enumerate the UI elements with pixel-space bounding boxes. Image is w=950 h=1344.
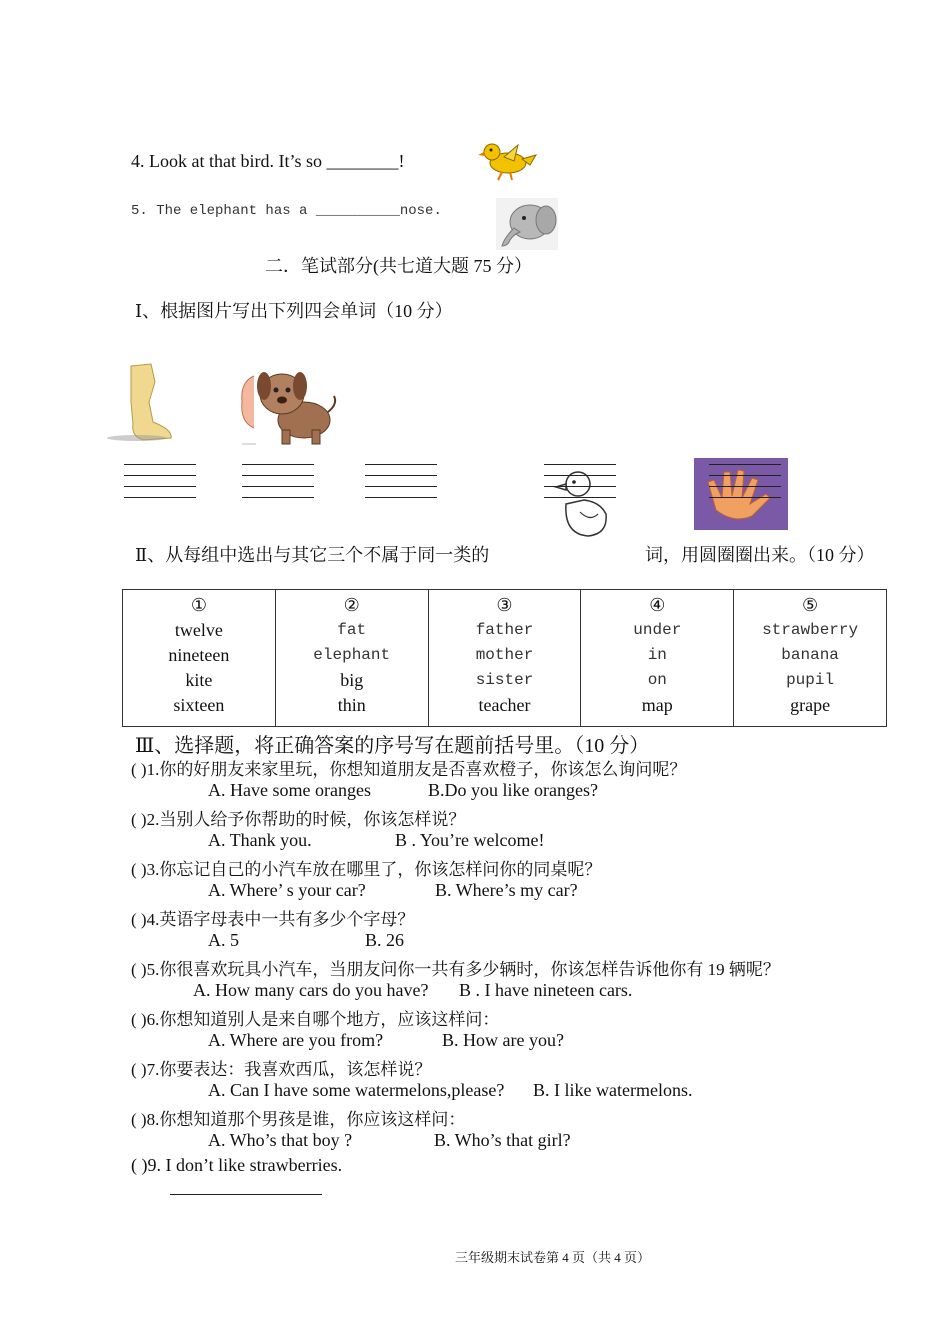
question-9: ( )9. I don’t like strawberries. <box>131 1155 343 1175</box>
page-footer: 三年级期末试卷第 4 页（共 4 页） <box>455 1250 651 1265</box>
group-number: ⑤ <box>802 595 819 615</box>
word-option[interactable]: banana <box>781 646 839 664</box>
part3-title: Ⅲ、选择题，将正确答案的序号写在题前括号里。（10 分） <box>135 735 650 757</box>
question-3: ( )3.你忘记自己的小汽车放在哪里了，你该怎样问你的同桌呢？ <box>131 860 602 879</box>
word-option[interactable]: fat <box>337 621 367 639</box>
leg-icon <box>103 362 175 444</box>
question-6: ( )6.你想知道别人是来自哪个地方，应该这样问： <box>131 1010 500 1029</box>
question-7: ( )7.你要表达：我喜欢西瓜，该怎样说？ <box>131 1060 432 1079</box>
word-option[interactable]: grape <box>790 695 831 715</box>
q7-option-a[interactable]: A. Can I have some watermelons,please? <box>208 1080 505 1100</box>
word-option[interactable]: nineteen <box>168 645 230 665</box>
answer-line[interactable] <box>170 1194 322 1195</box>
word-option[interactable]: twelve <box>174 620 223 640</box>
q1-option-a[interactable]: A. Have some oranges <box>208 780 371 800</box>
word-option[interactable]: sixteen <box>173 695 225 715</box>
group-4 <box>581 590 734 727</box>
word-option[interactable]: big <box>340 670 364 690</box>
question-4: ( )4.英语字母表中一共有多少个字母？ <box>131 910 415 929</box>
word-option[interactable]: sister <box>475 671 534 689</box>
q2-option-b[interactable]: B . You’re welcome! <box>395 830 545 850</box>
group-3 <box>428 590 581 727</box>
q6-option-a[interactable]: A. Where are you from? <box>208 1030 384 1050</box>
word-option[interactable]: mother <box>475 646 534 664</box>
part1-title: Ⅰ、根据图片写出下列四会单词（10 分） <box>135 301 453 321</box>
part2-title-a: Ⅱ、从每组中选出与其它三个不属于同一类的 <box>135 545 490 565</box>
q4-option-b[interactable]: B. 26 <box>365 930 405 950</box>
listening-q5: 5. The elephant has a __________nose. <box>131 203 442 219</box>
word-option[interactable]: elephant <box>313 646 391 664</box>
word-option[interactable]: thin <box>337 695 366 715</box>
question-8: ( )8.你想知道那个男孩是谁，你应该这样问： <box>131 1110 466 1129</box>
part2-title-b: 词，用圆圈圈出来。（10 分） <box>645 545 875 565</box>
q4-option-a[interactable]: A. 5 <box>208 930 239 950</box>
word-option[interactable]: father <box>475 621 534 639</box>
q6-option-b[interactable]: B. How are you? <box>442 1030 564 1050</box>
group-number: ③ <box>496 595 513 615</box>
word-groups-table <box>122 589 887 727</box>
word-option[interactable]: teacher <box>478 695 531 715</box>
q7-option-b[interactable]: B. I like watermelons. <box>533 1080 693 1100</box>
question-5: ( )5.你很喜欢玩具小汽车，当朋友问你一共有多少辆时，你该怎样告诉他你有 19 辆呢？ <box>131 960 780 979</box>
question-1: ( )1.你的好朋友来家里玩，你想知道朋友是否喜欢橙子，你该怎么询问呢？ <box>131 760 687 779</box>
q5-option-b[interactable]: B . I have nineteen cars. <box>459 980 633 1000</box>
group-number: ④ <box>649 595 666 615</box>
q2-option-a[interactable]: A. Thank you. <box>208 830 312 850</box>
listening-q4: 4. Look at that bird. It’s so ________! <box>131 151 405 171</box>
word-option[interactable]: kite <box>185 670 213 690</box>
group-5 <box>734 590 887 727</box>
q8-option-b[interactable]: B. Who’s that girl? <box>434 1130 571 1150</box>
elephant-icon <box>496 198 558 250</box>
bird-icon <box>478 137 538 183</box>
section-written-heading: 二．笔试部分(共七道大题 75 分） <box>265 256 532 276</box>
group-1 <box>123 590 276 727</box>
word-option[interactable]: strawberry <box>762 621 859 639</box>
group-number: ② <box>343 595 360 615</box>
writing-lines-2[interactable] <box>242 464 314 508</box>
word-option[interactable]: pupil <box>786 671 835 689</box>
group-2 <box>275 590 428 727</box>
question-2: ( )2.当别人给予你帮助的时候，你该怎样说？ <box>131 810 466 829</box>
q3-option-a[interactable]: A. Where’ s your car? <box>208 880 366 900</box>
writing-lines-4[interactable] <box>544 464 616 508</box>
group-number: ① <box>190 595 207 615</box>
q5-option-a[interactable]: A. How many cars do you have? <box>193 980 429 1000</box>
writing-lines-3[interactable] <box>365 464 437 508</box>
writing-lines-5[interactable] <box>709 464 781 508</box>
q8-option-a[interactable]: A. Who’s that boy ? <box>208 1130 353 1150</box>
word-option[interactable]: in <box>647 646 667 664</box>
word-option[interactable]: map <box>641 695 673 715</box>
word-option[interactable]: under <box>633 621 682 639</box>
writing-lines-1[interactable] <box>124 464 196 508</box>
q3-option-b[interactable]: B. Where’s my car? <box>435 880 578 900</box>
dog-icon <box>252 364 340 448</box>
word-option[interactable]: on <box>647 671 667 689</box>
q1-option-b[interactable]: B.Do you like oranges? <box>428 780 598 800</box>
